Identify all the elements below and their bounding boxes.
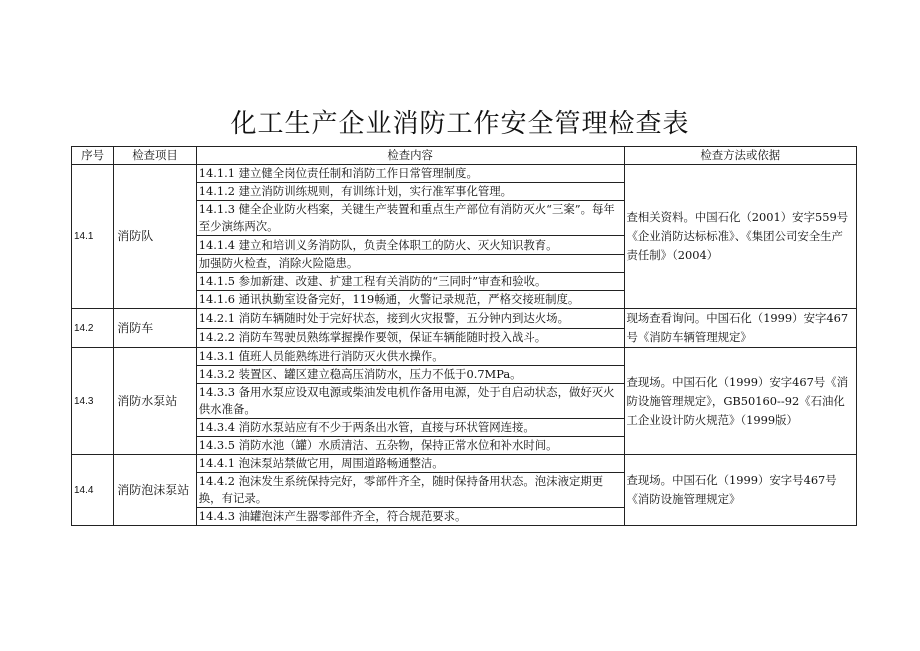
section-item: 消防泡沫泵站	[114, 455, 197, 526]
table-row	[72, 165, 857, 183]
check-content: 14.2.1 消防车辆随时处于完好状态，接到火灾报警，五分钟内到达火场。	[196, 309, 624, 329]
check-content: 14.2.2 消防车驾驶员熟练掌握操作要领，保证车辆能随时投入战斗。	[196, 328, 624, 348]
check-content: 14.1.1 建立健全岗位责任制和消防工作日常管理制度。	[196, 165, 624, 183]
table-row	[72, 455, 857, 473]
section-item: 消防队	[114, 165, 197, 309]
section-item: 消防车	[114, 309, 197, 348]
check-content: 14.3.2 装置区、罐区建立稳高压消防水，压力不低于0.7MPa。	[196, 366, 624, 384]
section-number: 14.4	[72, 455, 114, 526]
check-content: 14.3.3 备用水泵应设双电源或柴油发电机作备用电源，处于自启动状态，做好灭火供水准备。	[196, 384, 624, 419]
header-method: 检查方法或依据	[624, 147, 857, 165]
check-content: 14.1.6 通讯执勤室设备完好，119畅通，火警记录规范，严格交接班制度。	[196, 291, 624, 309]
check-method: 查相关资料。中国石化（2001）安字559号《企业消防达标标准》、《集团公司安全生产责任制》（2004）	[624, 165, 857, 309]
check-content: 14.4.2 泡沫发生系统保持完好，零部件齐全，随时保持备用状态。泡沫液定期更换，有记录。	[196, 473, 624, 508]
check-content: 14.3.4 消防水泵站应有不少于两条出水管，直接与环状管网连接。	[196, 419, 624, 437]
check-method: 查现场。中国石化（1999）安字467号《消防设施管理规定》，GB50160--92《石油化工企业设计防火规范》（1999版）	[624, 348, 857, 455]
header-content: 检查内容	[196, 147, 624, 165]
section-number: 14.2	[72, 309, 114, 348]
section-item: 消防水泵站	[114, 348, 197, 455]
table-row	[72, 309, 857, 329]
table-header-row	[72, 147, 857, 165]
check-content: 14.3.5 消防水池（罐）水质清洁、五杂物，保持正常水位和补水时间。	[196, 437, 624, 455]
check-content: 14.4.1 泡沫泵站禁做它用，周围道路畅通整洁。	[196, 455, 624, 473]
check-content: 14.1.5 参加新建、改建、扩建工程有关消防的“三同时”审查和验收。	[196, 273, 624, 291]
check-method: 查现场。中国石化（1999）安字号467号《消防设施管理规定》	[624, 455, 857, 526]
check-content: 14.1.3 健全企业防火档案，关键生产装置和重点生产部位有消防灭火“三案”。每年至少演练两次。	[196, 201, 624, 236]
section-number: 14.1	[72, 165, 114, 309]
header-item: 检查项目	[114, 147, 197, 165]
header-no: 序号	[72, 147, 114, 165]
check-content: 加强防火检查，消除火险隐患。	[196, 255, 624, 273]
check-content: 14.3.1 值班人员能熟练进行消防灭火供水操作。	[196, 348, 624, 366]
check-method: 现场查看询问。中国石化（1999）安字467号《消防车辆管理规定》	[624, 309, 857, 348]
check-content: 14.4.3 油罐泡沫产生器零部件齐全，符合规范要求。	[196, 508, 624, 526]
section-number: 14.3	[72, 348, 114, 455]
inspection-table	[71, 146, 857, 526]
check-content: 14.1.4 建立和培训义务消防队，负责全体职工的防火、灭火知识教育。	[196, 236, 624, 255]
document-title: 化工生产企业消防工作安全管理检查表	[230, 109, 690, 139]
table-row	[72, 348, 857, 366]
check-content: 14.1.2 建立消防训练规则，有训练计划，实行准军事化管理。	[196, 183, 624, 201]
